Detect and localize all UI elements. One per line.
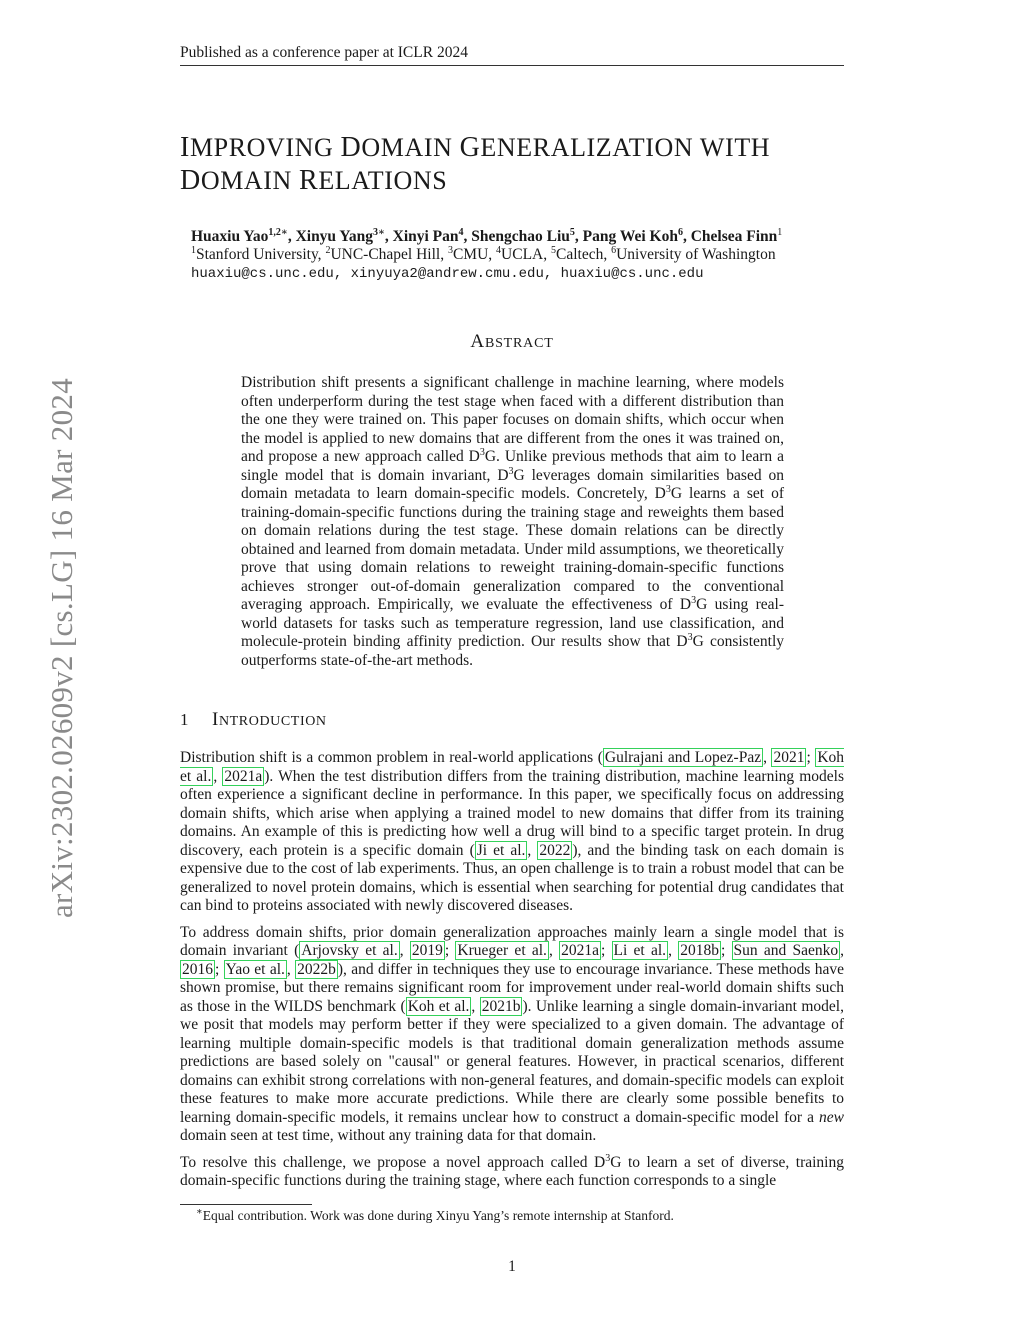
text-run: G learns a set of training-domain-specific functions during the training stage and reweights them based on domain relations during the test stage. These domain relations can be directly obtained and learned from domain metadata. Under mild assumptions, we theoretically prove that using domain relations to reweight training-domain-specific functions achieves stronger out-of-domain generalization compared to the conventional averaging approach. Empirically, we evaluate the effectiveness of D [241, 485, 784, 613]
paper-title [180, 131, 770, 197]
header-rule [180, 65, 844, 66]
citation-link[interactable]: Ji et al. [476, 841, 526, 859]
capital-letter: R [299, 165, 319, 196]
author-emails: huaxiu@cs.unc.edu, xinyuya2@andrew.cmu.edu, huaxiu@cs.unc.edu [191, 266, 704, 282]
citation-link[interactable]: Koh et al. [180, 749, 845, 785]
citation-link[interactable]: Koh et al. [407, 997, 470, 1015]
capital-letter: G [459, 132, 481, 163]
heading-rest: BSTRACT [484, 336, 554, 351]
citation-link[interactable]: Gulrajani and Lopez-Paz [604, 749, 762, 766]
capital-letter: D [180, 165, 201, 196]
text-run: To address domain shifts, prior domain generalization approaches mainly learn a single model that is domain invariant ( [180, 923, 844, 959]
heading-rest: NTRODUCTION [218, 714, 327, 729]
footnote-mark: ∗ [196, 1206, 203, 1218]
text-run: , [286, 960, 296, 978]
citation-link[interactable]: 2022 [539, 841, 571, 859]
text-run: ; [444, 942, 456, 959]
capital-letter: I [180, 132, 190, 163]
author-name: Chelsea Finn [690, 228, 778, 245]
text-run: domain seen at test time, without any training data for that domain. [180, 1127, 597, 1144]
paragraph [180, 1154, 844, 1191]
text-run: Distribution shift presents a significant challenge in machine learning, where models often underperform during the test stage when faced with a different distribution than the one they were trained on. This paper focuses on domain shifts, which occur when the model is applied to new domains that are different from the ones it was trained on, and propose a new approach called D [241, 374, 784, 465]
text-run: ; [806, 749, 816, 766]
affiliation-name: Stanford University, [196, 246, 326, 263]
footnote-text: Equal contribution. Work was done during Xinyu Yang’s remote internship at Stanford. [202, 1208, 674, 1223]
citation-link[interactable]: Sun and Saenko [733, 942, 839, 959]
text-run: To resolve this challenge, we propose a novel approach called D [180, 1153, 606, 1171]
affiliation-mark: 5 [551, 244, 556, 256]
title-word: WITH [699, 133, 771, 162]
arxiv-identifier-stamp: arXiv:2302.02609v2 [cs.LG] 16 Mar 2024 [44, 377, 79, 919]
superscript: 3 [479, 446, 485, 458]
affiliation-name: UCLA, [501, 246, 551, 263]
citation-link[interactable]: 2022b [297, 960, 336, 978]
title-line-1 [180, 131, 770, 164]
citation-link[interactable]: 2021 [773, 749, 805, 766]
footnote-rule [180, 1204, 312, 1205]
paragraph [180, 749, 844, 916]
running-header: Published as a conference paper at ICLR 2024 [180, 44, 468, 61]
text-run: , [668, 942, 679, 959]
title-word: DOMAIN [180, 165, 292, 196]
text-run: , [763, 749, 772, 766]
author-name: Xinyu Yang [295, 228, 373, 245]
citation-link[interactable]: Li et al. [613, 942, 667, 959]
author-affiliation-mark: 1 [777, 226, 783, 238]
title-word: GENERALIZATION [459, 132, 694, 163]
text-run: , [527, 841, 538, 859]
citation-link[interactable]: Krueger et al. [457, 942, 547, 959]
affiliation-mark: 2 [325, 244, 331, 256]
author-name: Shengchao Liu [471, 228, 570, 245]
affiliation-list [191, 246, 776, 264]
title-word: RELATIONS [299, 165, 448, 196]
emphasis: new [819, 1108, 844, 1126]
text-run: G consistently outperforms state-of-the-art methods. [241, 633, 784, 669]
citation-link[interactable]: 2021a [224, 767, 263, 785]
citation-link[interactable]: 2021a [561, 942, 599, 959]
title-line-2 [180, 164, 770, 197]
text-run: ; [720, 942, 732, 959]
introduction-body [180, 749, 844, 1199]
affiliation-name: University of Washington [616, 246, 776, 263]
section-number: 1 [180, 710, 190, 729]
author-affiliation-mark: 3∗ [372, 226, 385, 238]
text-run: ), and the binding task on each domain is expensive due to the cost of lab experiments. Thus, an open challenge is to train a robust model that can be generalized to novel protein domains, which is essential when searching for potential drug candidates that can bind to proteins associated with newly discovered diseases. [180, 841, 844, 914]
superscript: 3 [508, 465, 514, 477]
text-run: ), and differ in techniques they use to encourage invariance. These methods have shown promise, but there remains significant room for improvement under real-world domain shifts such as those in the WILDS benchmark ( [180, 960, 845, 1015]
paragraph [180, 924, 844, 1146]
author-name: Huaxiu Yao [191, 228, 269, 245]
text-run: ; [215, 960, 224, 978]
page-number: 1 [508, 1258, 516, 1275]
abstract-body [241, 374, 784, 670]
superscript: 3 [665, 483, 671, 495]
affiliation-mark: 1 [191, 244, 196, 256]
author-affiliation-mark: 6 [677, 226, 683, 238]
capital-letter: D [340, 132, 362, 163]
abstract-heading [0, 331, 1024, 353]
citation-link[interactable]: 2019 [411, 942, 443, 959]
superscript: 3 [687, 631, 693, 643]
author-affiliation-mark: 1,2∗ [268, 226, 288, 238]
title-word: IMPROVING [180, 132, 334, 163]
citation-link[interactable]: 2018b [680, 942, 719, 959]
text-run: ). When the test distribution differs from the training distribution, machine learning models often experience a significant decline in performance. In this paper, we specifically focus on addressing domain shifts, which arise when applying a trained model to new domains that differ from its training domains. An example of this is predicting how well a drug will bind to a specific target protein. In drug discovery, each protein is a specific domain ( [180, 767, 845, 859]
affiliation-mark: 6 [611, 244, 617, 256]
text-run: G using real-world datasets for tasks such as temperature regression, land use classification, and molecule-protein binding affinity prediction. Our results show that D [241, 596, 785, 650]
text-run: , [471, 997, 480, 1015]
text-run: G leverages domain similarities based on domain metadata to learn domain-specific models. Concretely, D [241, 466, 784, 502]
text-run: , [213, 767, 223, 785]
author-affiliation-mark: 5 [569, 226, 575, 238]
author-list: Huaxiu Yao$^{1,2∗}$, Xinyu Yang$^{3∗}$, Xinyi Pan$^4$, Shengchao Liu$^5$, Pang Wei Koh$^6$, Chelsea Finn$^1$ [191, 226, 783, 245]
citation-link[interactable]: Yao et al. [225, 960, 285, 978]
citation-link[interactable]: 2016 [182, 960, 213, 978]
author-affiliation-mark: 4 [458, 226, 464, 238]
section-title [212, 710, 327, 729]
affiliation-name: UNC-Chapel Hill, [330, 246, 448, 263]
text-run: ). Unlike learning a single domain-invariant model, we posit that models may perform better if they were specialized to a given domain. The advantage of learning multiple domain-specific models is that traditional domain generalization methods assume predictions are based solely on "causal" or general features. However, in practical scenarios, different domains can exhibit strong correlations with non-general features, and domain-specific models can exploit these features to make more accurate predictions. While there are clearly some possible benefits to learning domain-specific models, it remains unclear how to construct a domain-specific model for a [180, 997, 844, 1126]
section-heading-introduction [180, 709, 327, 731]
footnote [196, 1208, 674, 1224]
superscript: 3 [605, 1152, 611, 1164]
citation-link[interactable]: 2021b [481, 997, 521, 1015]
text-run: Distribution shift is a common problem in real-world applications ( [180, 749, 603, 766]
author-name: Xinyi Pan [392, 228, 459, 245]
affiliation-name: CMU, [452, 246, 497, 263]
text-run: G. Unlike previous methods that aim to learn a single model that is domain invariant, D [241, 448, 784, 484]
author-name: Pang Wei Koh [582, 228, 678, 245]
text-run: ; [600, 942, 612, 959]
text-run: , [840, 942, 845, 959]
affiliation-mark: 4 [496, 244, 502, 256]
text-run: , [399, 942, 410, 959]
capital-letter: A [470, 331, 485, 352]
text-run: G to learn a set of diverse, training domain-specific functions during the training stage, where each function corresponds to a single [180, 1153, 844, 1189]
superscript: 3 [691, 594, 697, 606]
title-word: DOMAIN [340, 132, 453, 163]
affiliation-name: Caltech, [556, 246, 612, 263]
capital-letter: I [212, 709, 219, 730]
affiliation-mark: 3 [447, 244, 453, 256]
text-run: , [548, 942, 560, 959]
citation-link[interactable]: Arjovsky et al. [301, 942, 398, 959]
